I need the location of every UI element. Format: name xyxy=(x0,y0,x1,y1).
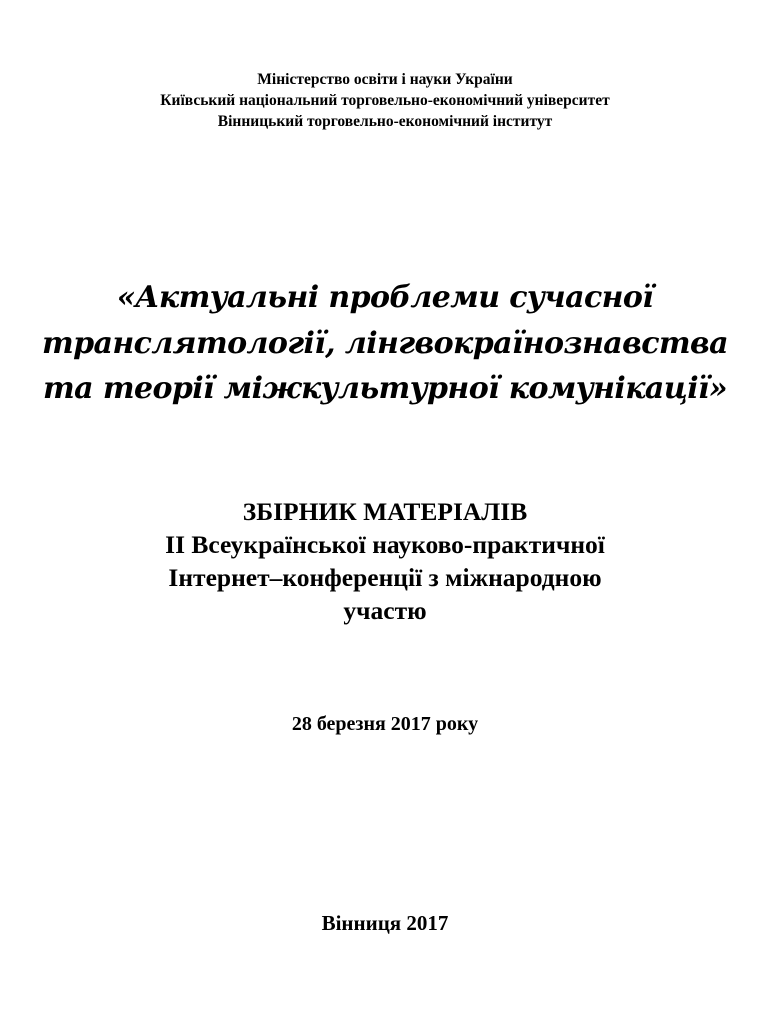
university-line: Київський національний торговельно-економічний університет xyxy=(160,92,610,109)
conference-title-line-1: «Актуальні проблеми сучасної xyxy=(116,280,654,315)
collection-subtitle-line-1: ІІ Всеукраїнської науково-практичної xyxy=(165,530,605,559)
city-year: Вінниця 2017 xyxy=(321,911,449,935)
conference-date: 28 березня 2017 року xyxy=(291,713,479,735)
collection-subtitle-line-3: участю xyxy=(343,596,427,625)
collection-subtitle-line-2: Інтернет–конференції з міжнародною xyxy=(168,563,602,592)
ministry-line: Міністерство освіти і науки України xyxy=(257,71,513,88)
conference-title-line-3: та теорії міжкультурної комунікації» xyxy=(43,371,727,406)
institute-line: Вінницький торговельно-економічний інститут xyxy=(217,113,553,130)
collection-heading: ЗБІРНИК МАТЕРІАЛІВ xyxy=(242,497,528,526)
conference-title-line-2: транслятології, лінгвокраїнознавства xyxy=(42,326,728,361)
